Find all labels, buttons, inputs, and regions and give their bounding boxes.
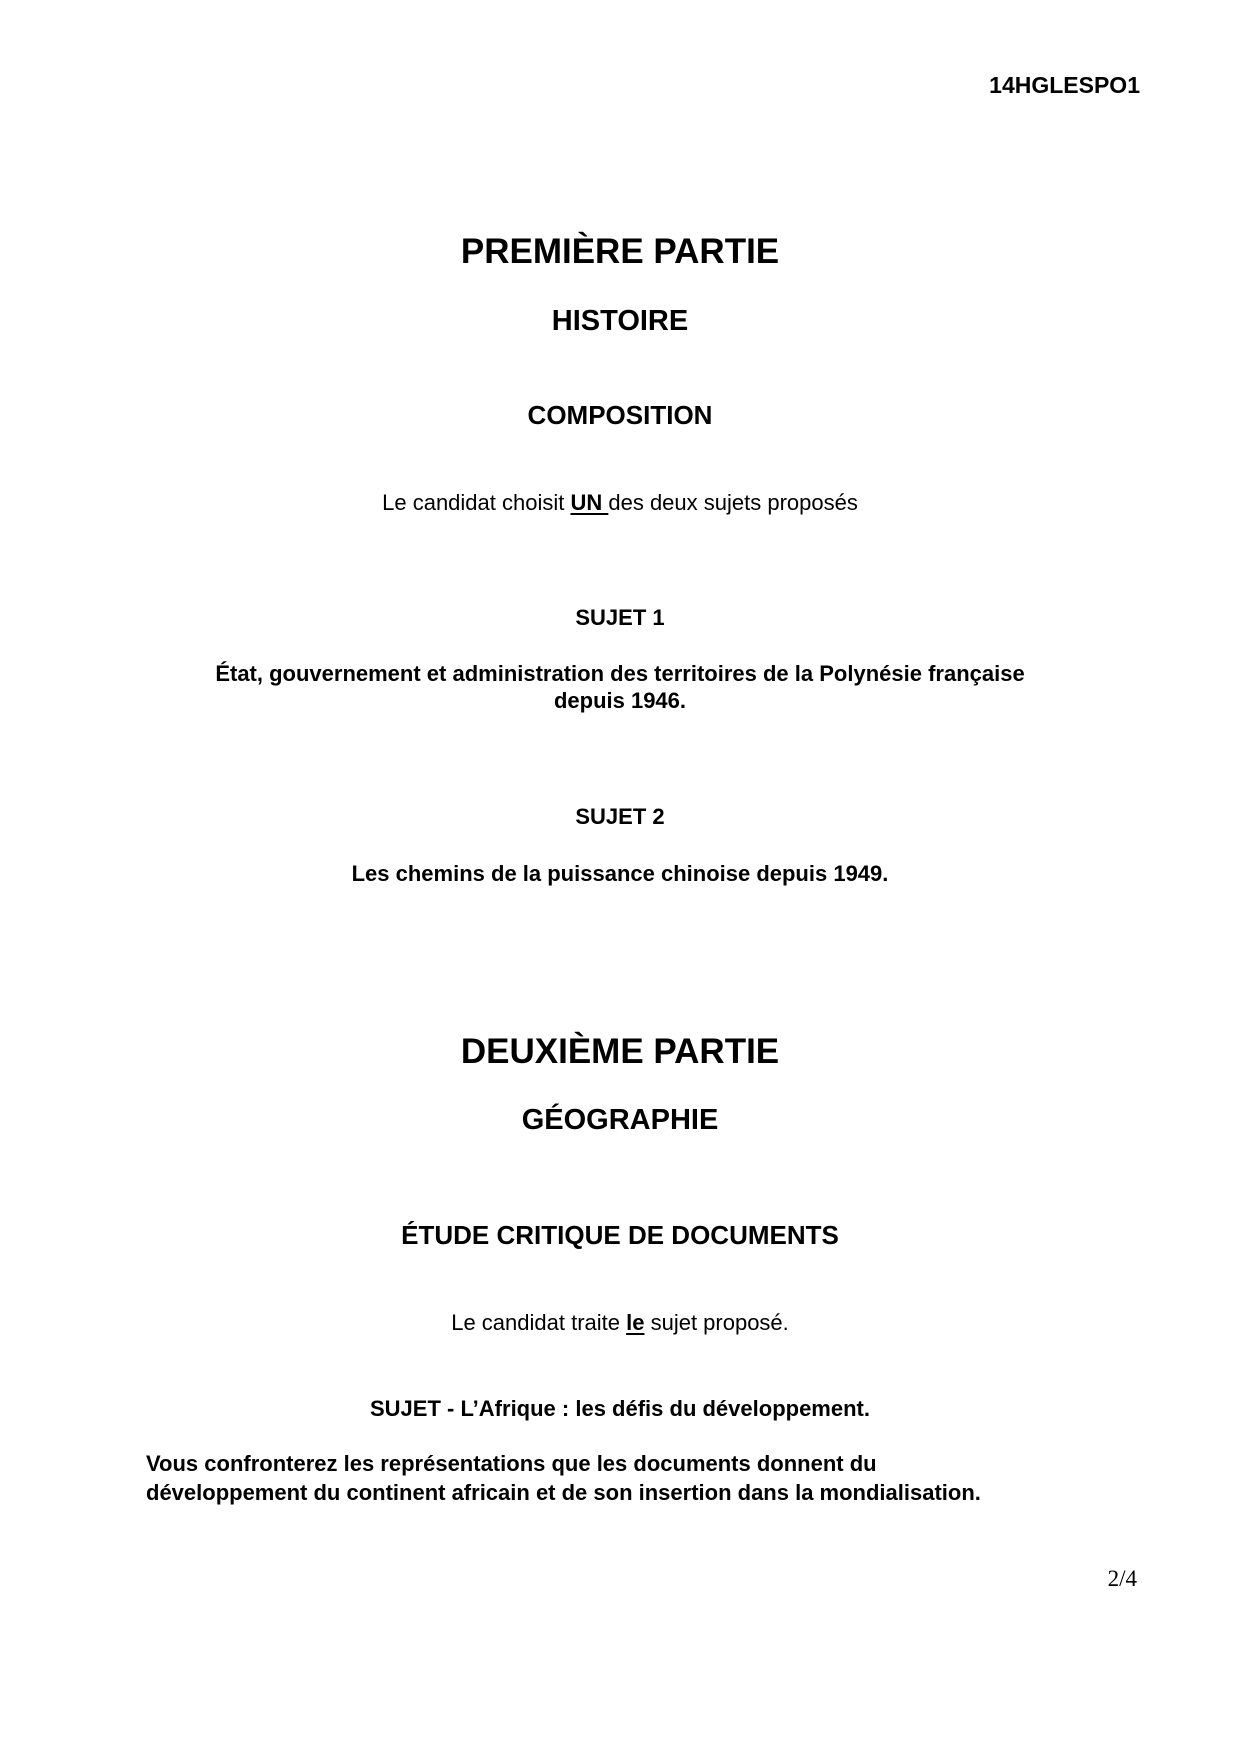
sujet1-line1: État, gouvernement et administration des territoires de la Polynésie française bbox=[215, 661, 1025, 686]
part2-sujet: SUJET - L’Afrique : les défis du développement. bbox=[370, 1396, 870, 1421]
document-code: 14HGLESPO1 bbox=[989, 72, 1140, 98]
part1-title: PREMIÈRE PARTIE bbox=[460, 232, 780, 271]
sujet2-text: Les chemins de la puissance chinoise depuis 1949. bbox=[351, 861, 889, 886]
part2-instruction bbox=[0, 1310, 1240, 1336]
sujet1-label: SUJET 1 bbox=[575, 605, 665, 630]
part2-exercise: ÉTUDE CRITIQUE DE DOCUMENTS bbox=[401, 1220, 839, 1250]
page-number: 2/4 bbox=[1107, 1566, 1137, 1591]
part2-consigne bbox=[146, 1449, 1146, 1507]
part2-instruction-emphasis: le bbox=[626, 1310, 645, 1335]
part2-instruction-after: sujet proposé. bbox=[644, 1310, 789, 1335]
part2-subject: GÉOGRAPHIE bbox=[521, 1104, 719, 1136]
part2-instruction-before: Le candidat traite bbox=[451, 1310, 627, 1335]
part1-instruction-before: Le candidat choisit bbox=[382, 490, 571, 515]
consigne-line2: développement du continent africain et de son insertion dans la mondialisation. bbox=[146, 1480, 981, 1505]
part2-title: DEUXIÈME PARTIE bbox=[460, 1032, 780, 1071]
sujet2-label: SUJET 2 bbox=[575, 804, 665, 829]
part1-instruction-emphasis: UN bbox=[570, 490, 609, 515]
part1-instruction bbox=[0, 490, 1240, 516]
part1-instruction-after: des deux sujets proposés bbox=[608, 490, 858, 515]
sujet1-text bbox=[0, 660, 1240, 714]
sujet1-line2: depuis 1946. bbox=[553, 688, 687, 713]
part1-exercise: COMPOSITION bbox=[527, 400, 713, 430]
part1-subject: HISTOIRE bbox=[551, 305, 689, 337]
consigne-line1: Vous confronterez les représentations que les documents donnent du bbox=[146, 1451, 877, 1476]
